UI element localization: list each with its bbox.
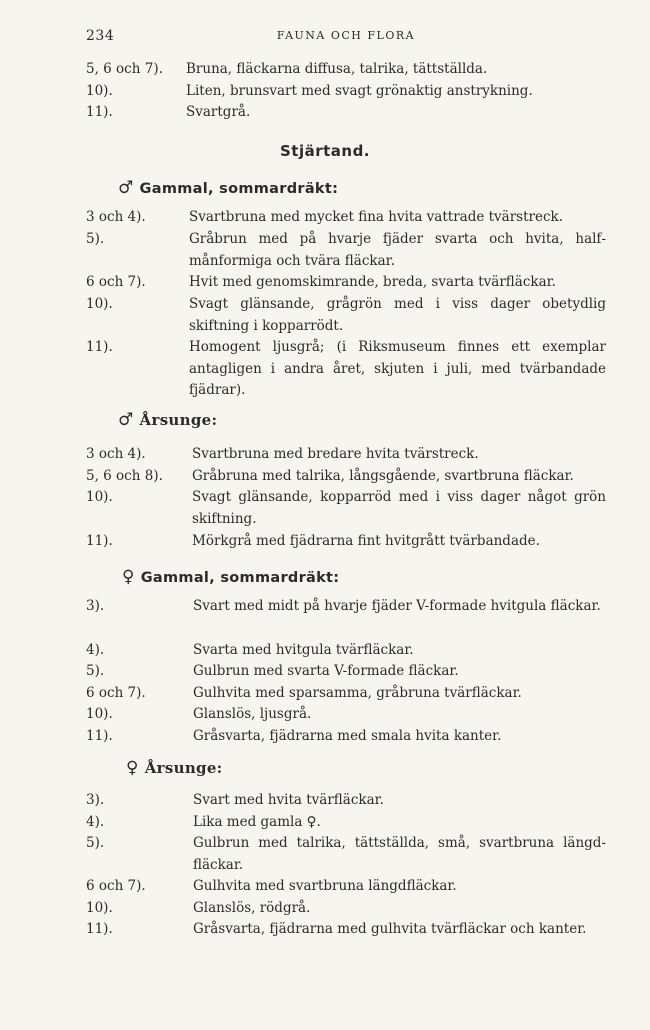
male-symbol-icon: ♂ [118, 410, 134, 430]
entry-key: 5, 6 och 7). [86, 61, 163, 77]
entry-key: 3 och 4). [86, 209, 146, 225]
group-title: Årsunge: [144, 759, 223, 777]
section-title: Stjärtand. [279, 142, 371, 160]
entry-text: Svagt glänsande, grågrön med i viss dager obetydlig skiftning i kopparrödt. [189, 296, 606, 334]
entry-key: 5). [86, 835, 105, 851]
group-heading [118, 178, 338, 198]
entry-text: Lika med gamla ♀. [193, 814, 321, 830]
entry-text: Bruna, fläckarna diffusa, talrika, tättställda. [186, 61, 488, 77]
group-heading [122, 567, 339, 587]
entry-text: Gulhvita med svartbruna längdfläckar. [193, 878, 457, 894]
running-title: FAUNA OCH FLORA [276, 29, 416, 42]
entry-key: 10). [86, 900, 113, 916]
page-header [86, 28, 606, 48]
entry-key: 11). [86, 921, 113, 937]
group-heading [126, 758, 223, 778]
entry-key: 11). [86, 104, 113, 120]
entry-text: Gråsvarta, fjädrarna med smala hvita kanter. [193, 728, 502, 744]
page-number: 234 [86, 28, 115, 44]
entry-text: Svartgrå. [186, 104, 251, 120]
group-title: Gammal, sommardräkt: [140, 570, 340, 586]
entry-key: 5, 6 och 8). [86, 468, 163, 484]
entry-key: 6 och 7). [86, 274, 146, 290]
male-symbol-icon: ♂ [118, 178, 134, 198]
entry-text: Svagt glänsande, kopparröd med i viss dager något grön skiftning. [192, 489, 606, 527]
entry-key: 4). [86, 814, 105, 830]
entry-text: Hvit med genomskimrande, breda, svarta tvärfläckar. [189, 274, 556, 290]
female-symbol-icon: ♀ [126, 758, 139, 778]
entry-text: Gulbrun med svarta V-formade fläckar. [193, 663, 459, 679]
entry-text: Gråsvarta, fjädrarna med gulhvita tvärfläckar och kanter. [193, 921, 587, 937]
entry-text: Gråbruna med talrika, långsgående, svartbruna fläckar. [192, 468, 574, 484]
group-title: Gammal, sommardräkt: [139, 181, 339, 197]
entry-text: Homogent ljusgrå; (i Riksmuseum finnes ett exemplar antagligen i andra året, skjuten i juli, med tvärbandade fjädrar). [189, 339, 606, 398]
entry-text: Liten, brunsvart med svagt grönaktig anstrykning. [186, 83, 533, 99]
entry-key: 3). [86, 792, 105, 808]
entry-key: 6 och 7). [86, 685, 146, 701]
entry-key: 11). [86, 728, 113, 744]
entry-key: 11). [86, 339, 113, 355]
entry-text: Gulhvita med sparsamma, gråbruna tvärfläckar. [193, 685, 522, 701]
entry-text: Svartbruna med bredare hvita tvärstreck. [192, 446, 479, 462]
group-title: Årsunge: [139, 411, 218, 429]
entry-text: Svart med hvita tvärfläckar. [193, 792, 384, 808]
entry-text: Svartbruna med mycket fina hvita vattrade tvärstreck. [189, 209, 563, 225]
entry-key: 10). [86, 296, 113, 312]
entry-text: Glanslös, rödgrå. [193, 900, 311, 916]
entry-text: Gulbrun med talrika, tättställda, små, svartbruna längdfläckar. [193, 835, 606, 873]
entry-key: 10). [86, 489, 113, 505]
entry-text: Gråbrun med på hvarje fjäder svarta och hvita, halfmånformiga och tvära fläckar. [189, 231, 606, 269]
group-heading [118, 410, 217, 430]
entry-text: Svart med midt på hvarje fjäder V-formade hvitgula fläckar. [193, 598, 601, 614]
entry-key: 3). [86, 598, 105, 614]
entry-key: 11). [86, 533, 113, 549]
entry-text: Mörkgrå med fjädrarna fint hvitgrått tvärbandade. [192, 533, 540, 549]
entry-text: Svarta med hvitgula tvärfläckar. [193, 642, 414, 658]
entry-key: 3 och 4). [86, 446, 146, 462]
female-symbol-icon: ♀ [122, 567, 135, 587]
entry-text: Glanslös, ljusgrå. [193, 706, 312, 722]
entry-key: 5). [86, 663, 105, 679]
entry-key: 4). [86, 642, 105, 658]
entry-key: 10). [86, 83, 113, 99]
entry-key: 10). [86, 706, 113, 722]
entry-key: 6 och 7). [86, 878, 146, 894]
entry-key: 5). [86, 231, 105, 247]
